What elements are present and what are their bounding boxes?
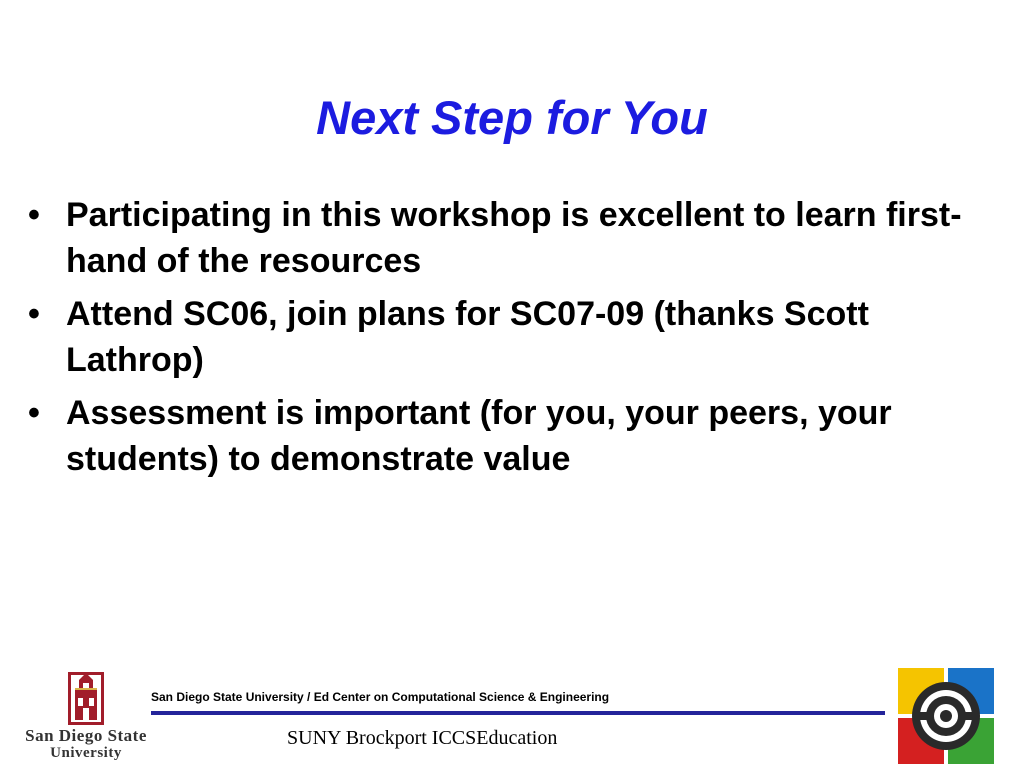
- bullet-marker: •: [28, 394, 40, 432]
- footer-divider: [151, 711, 885, 715]
- footer-org-text: San Diego State University / Ed Center on Computational Science & Engineering: [151, 690, 610, 704]
- bullet-item: [28, 291, 988, 383]
- footer-center-text: SUNY Brockport ICCSEducation: [287, 727, 558, 749]
- sdsu-emblem-icon: [67, 668, 105, 726]
- bullet-text: Attend SC06, join plans for SC07-09 (thanks Scott Lathrop): [66, 295, 869, 379]
- bullet-marker: •: [28, 295, 40, 333]
- iccse-logo-icon: [896, 666, 996, 766]
- bullet-item: [28, 390, 988, 482]
- bullet-item: [28, 192, 988, 284]
- sdsu-logo-line2: University: [50, 745, 122, 761]
- bullet-list: [28, 192, 988, 489]
- slide-title: Next Step for You: [316, 91, 708, 144]
- sdsu-logo: [12, 668, 160, 764]
- bullet-marker: •: [28, 196, 40, 234]
- bullet-text: Assessment is important (for you, your peers, your students) to demonstrate value: [66, 394, 892, 478]
- bullet-text: Participating in this workshop is excellent to learn first-hand of the resources: [66, 196, 962, 280]
- sdsu-logo-line1: San Diego State: [25, 726, 147, 745]
